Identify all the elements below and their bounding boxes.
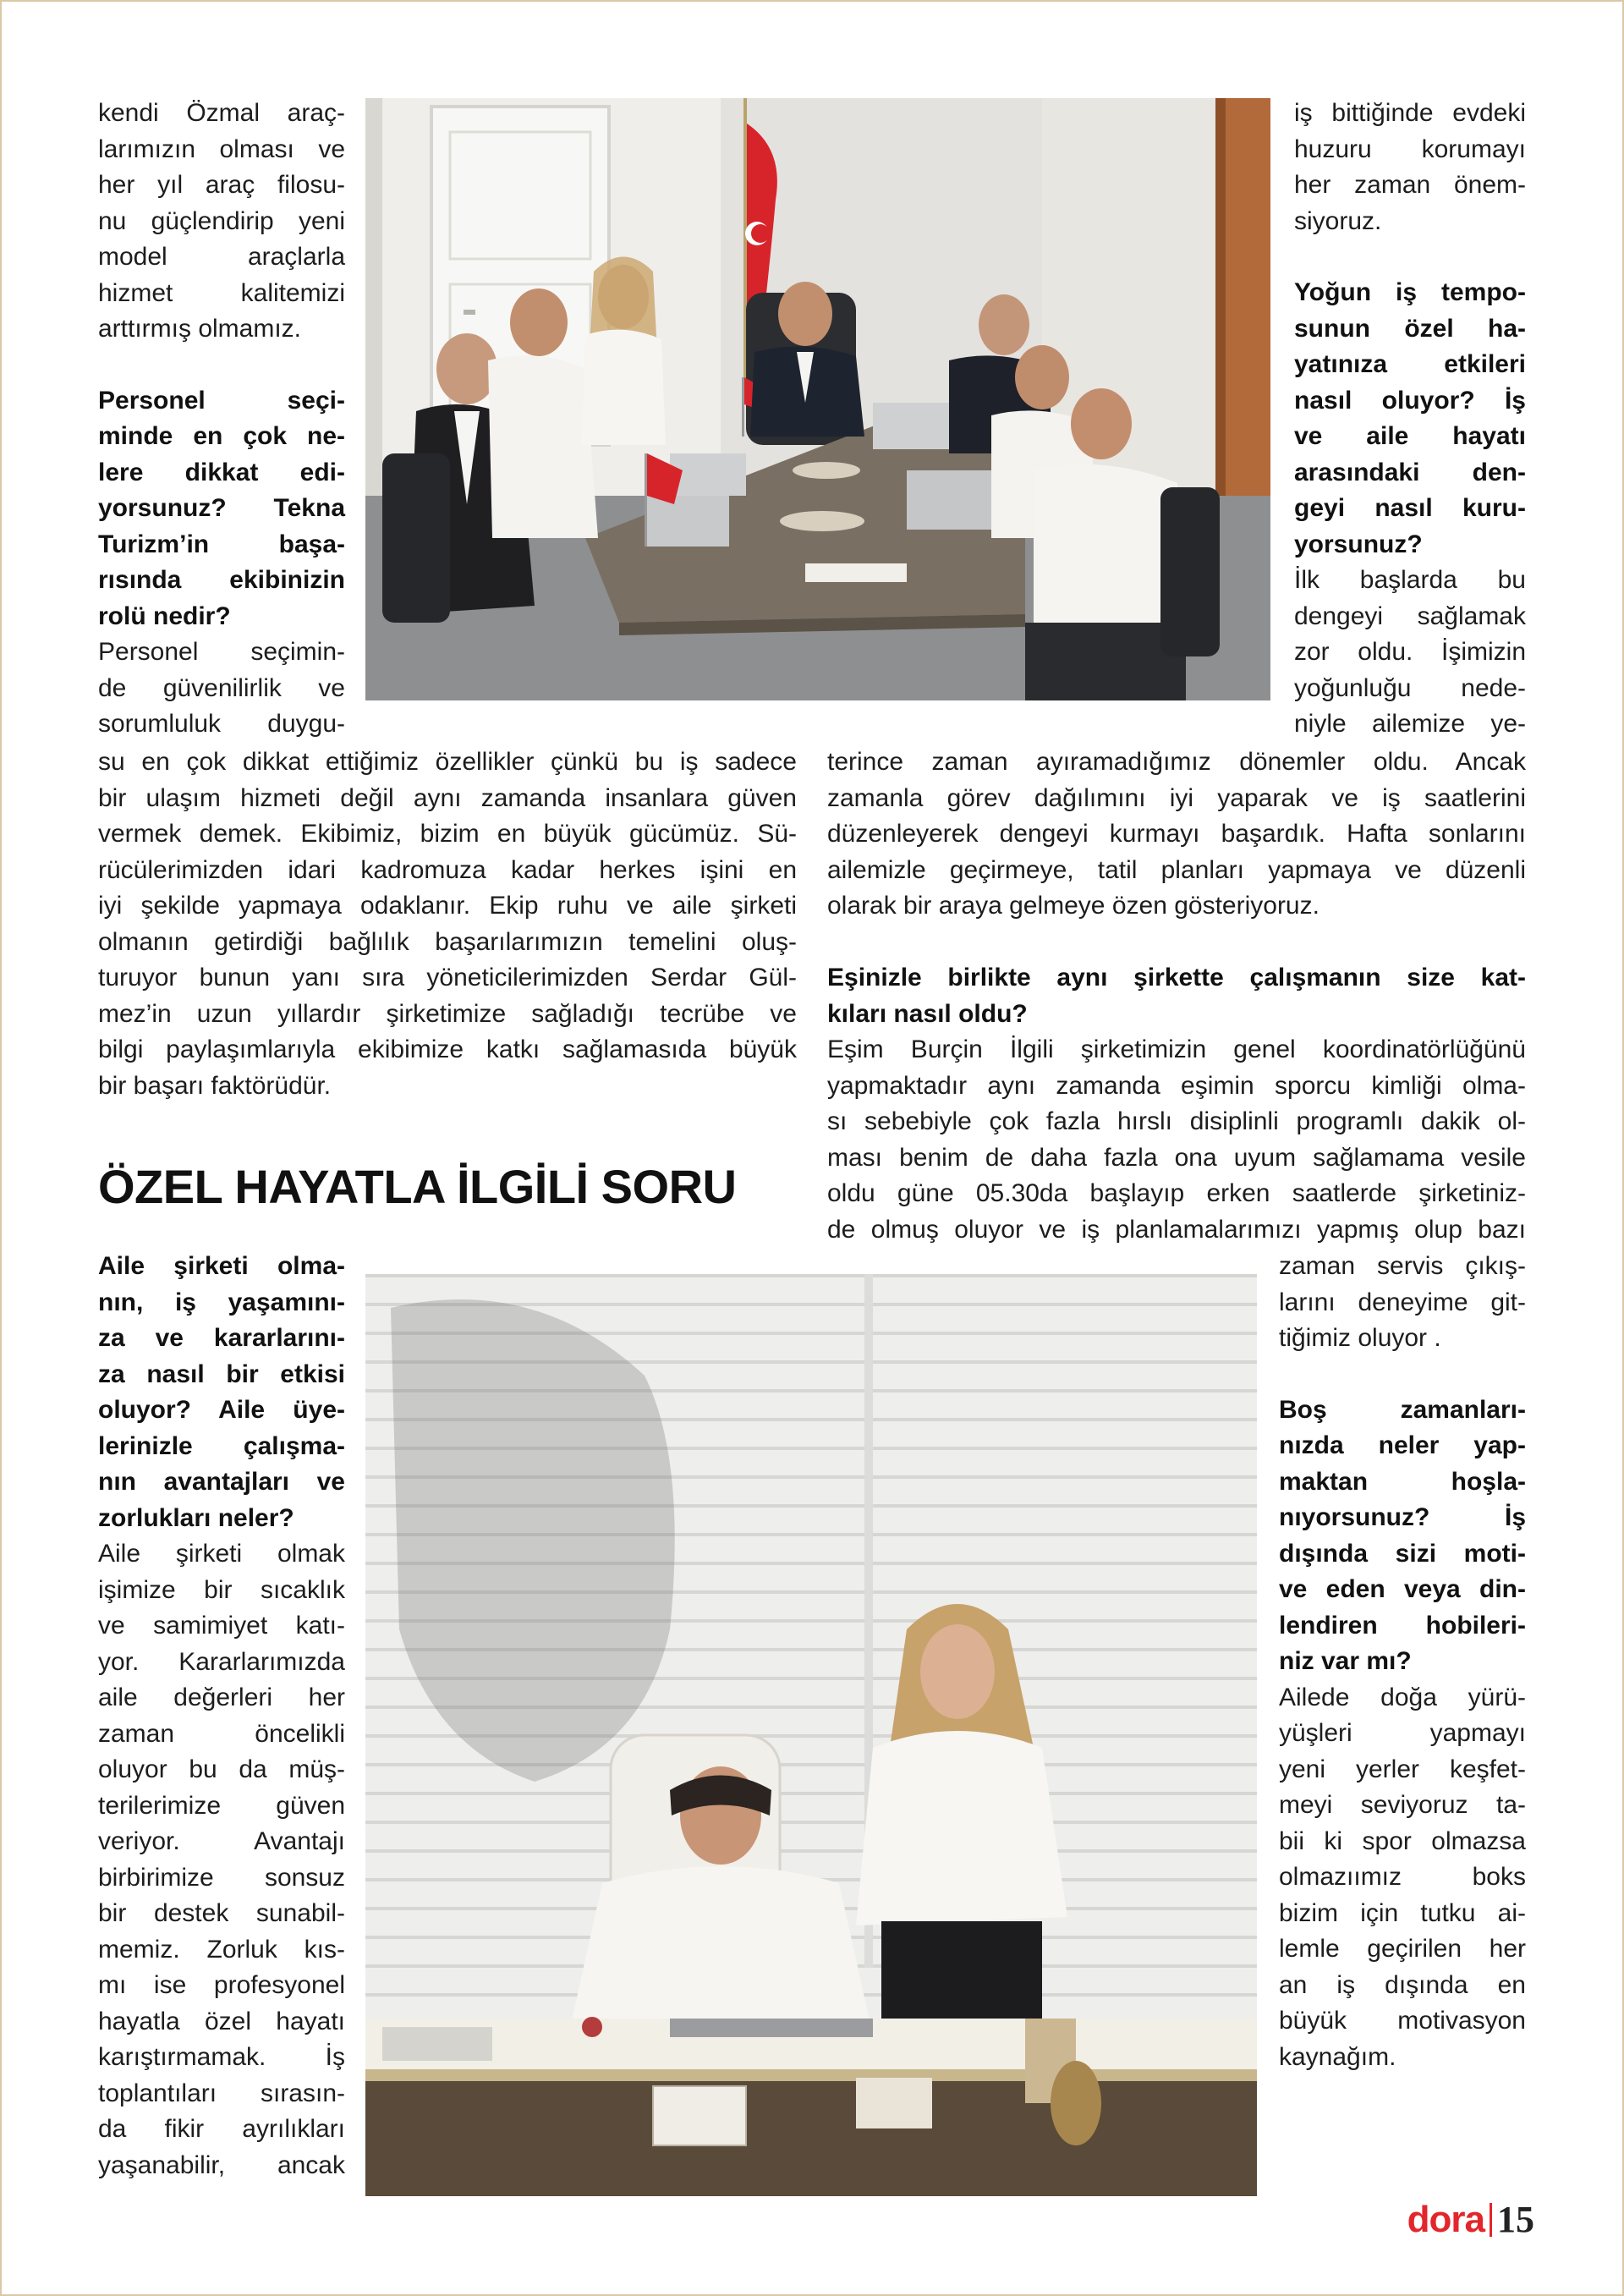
text-line: sı sebebiyle çok fazla hırslı disiplinli programlı dakik ol- (827, 1107, 1526, 1135)
text-line: Boş zamanları- (1279, 1395, 1526, 1424)
text-line: oluyor bu da müş- (98, 1755, 345, 1783)
text-line: rısında ekibinizin (98, 566, 345, 594)
text-line: lere dikkat edi- (98, 458, 345, 486)
text-line: iyi şekilde yapmaya odaklanır. Ekip ruhu ve aile şirketi (98, 892, 797, 920)
answer-work-life-balance-start (1294, 563, 1526, 743)
text-line: su en çok dikkat ettiğimiz özellikler çünkü bu iş sadece (98, 748, 797, 776)
text-line: minde en çok ne- (98, 422, 345, 450)
text-line: da fikir ayrılıkları (98, 2115, 345, 2143)
text-line: kaynağım. (1279, 2042, 1396, 2071)
text-line: sorumluluk duygu- (98, 710, 345, 738)
left-top-column (98, 96, 345, 743)
text-line: zaman servis çıkış- (1279, 1252, 1526, 1280)
text-line: an iş dışında en (1279, 1970, 1526, 1999)
text-line: zorlukları neler? (98, 1503, 294, 1532)
text-line: geyi nasıl kuru- (1294, 494, 1526, 522)
text-line: Personel seçi- (98, 386, 345, 415)
right-mid-section (827, 960, 1526, 1248)
text-line: arasındaki den- (1294, 458, 1526, 486)
text-line: niyle ailemize ye- (1294, 710, 1526, 738)
text-line: maktan hoşla- (1279, 1467, 1526, 1496)
text-line: arttırmış olmamız. (98, 315, 302, 343)
text-line: Personel seçimin- (98, 638, 345, 666)
text-line: bir destek sunabil- (98, 1899, 345, 1927)
text-line: aile değerleri her (98, 1684, 345, 1711)
text-line: terince zaman ayıramadığımız dönemler oldu. Ancak (827, 748, 1526, 776)
text-line: rücülerimizden idari kadromuza kadar herkes işini en (98, 855, 797, 884)
text-line: nın avantajları ve (98, 1468, 345, 1496)
text-line: lemle geçirilen her (1279, 1935, 1526, 1963)
text-line: yüşleri yapmayı (1279, 1719, 1526, 1747)
text-line: Turizm’in başa- (98, 530, 345, 558)
text-line: ve eden veya din- (1279, 1575, 1526, 1603)
text-line: nıyorsunuz? İş (1279, 1503, 1526, 1531)
text-line: Eşim Burçin İlgili şirketimizin genel koordinatörlüğünü (827, 1035, 1526, 1063)
right-wide-paragraph (827, 744, 1526, 925)
question-spouse-company (827, 960, 1526, 1032)
text-line: bir ulaşım hizmeti değil aynı zamanda insanlara güven (98, 783, 797, 812)
text-line: Aile şirketi olmak (98, 1540, 345, 1568)
text-line: sunun özel ha- (1294, 314, 1526, 343)
text-line: vermek demek. Ekibimiz, bizim en büyük gücümüz. Sü- (98, 820, 797, 848)
text-line: za nasıl bir etkisi (98, 1359, 345, 1388)
text-line: iş bittiğinde evdeki (1294, 99, 1526, 127)
text-line: veriyor. Avantajı (98, 1827, 345, 1855)
answer-hobbies (1279, 1680, 1526, 2076)
text-line: meyi seviyoruz ta- (1279, 1791, 1526, 1819)
text-line: kıları nasıl oldu? (827, 999, 1028, 1028)
text-line: hayatla özel hayatı (98, 2007, 345, 2035)
right-bottom-intro (1279, 1249, 1526, 1357)
text-line: nın, iş yaşamını- (98, 1288, 345, 1316)
text-line: de olmuş oluyor ve iş planlamalarımızı yapmış olup bazı (827, 1215, 1526, 1244)
text-line: yapmaktadır aynı zamanda eşimin sporcu kimliği olma- (827, 1071, 1526, 1100)
right-bottom-column (1279, 1249, 1526, 2075)
text-line: tiğimiz oluyor . (1279, 1324, 1441, 1352)
text-line: za ve kararlarını- (98, 1324, 345, 1352)
text-line: yeni yerler keşfet- (1279, 1755, 1526, 1783)
text-line: büyük motivasyon (1279, 2007, 1526, 2035)
question-personnel-selection (98, 383, 345, 635)
text-line: memiz. Zorluk kıs- (98, 1935, 345, 1964)
text-line: nu güçlendirip yeni (98, 206, 345, 235)
section-heading: ÖZEL HAYATLA İLGİLİ SORU (98, 1160, 737, 1213)
text-line: yaşanabilir, ancak (98, 2150, 345, 2179)
text-line: zaman öncelikli (98, 1719, 345, 1748)
text-line: Ailede doğa yürü- (1279, 1683, 1526, 1711)
text-line: İlk başlarda bu (1294, 566, 1526, 594)
text-line: düzenleyerek dengeyi kurmayı başardık. Hafta sonlarını (827, 820, 1526, 848)
text-line: olarak bir araya gelmeye özen gösteriyoruz. (827, 892, 1320, 920)
right-top-column (1294, 96, 1526, 743)
text-line: turuyor bunun yanı sıra yöneticilerimizden Serdar Gül- (98, 964, 797, 991)
text-line: hizmet kalitemizi (98, 278, 345, 307)
text-line: terilerimize güven (98, 1791, 345, 1820)
left-top-intro (98, 96, 345, 348)
text-line: model araçlarla (98, 243, 345, 271)
page-number: 15 (1497, 2199, 1534, 2240)
text-line: yorsunuz? Tekna (98, 494, 345, 522)
answer-family-business (98, 1536, 345, 2183)
text-line: Aile şirketi olma- (98, 1252, 345, 1280)
question-hobbies (1279, 1392, 1526, 1680)
answer-spouse-company (827, 1032, 1526, 1248)
text-line: olmanın getirdiği bağlılık başarılarımızın temelini oluş- (98, 927, 797, 956)
text-line: yor. Kararlarımızda (98, 1647, 345, 1676)
text-line: bir başarı faktörüdür. (98, 1071, 332, 1100)
footer-branding (1407, 2196, 1534, 2244)
text-line: ve aile hayatı (1294, 422, 1526, 450)
text-line: rolü nedir? (98, 601, 231, 630)
text-line: nasıl oluyor? İş (1294, 386, 1526, 415)
question-family-business (98, 1249, 345, 1536)
text-line: mez’in uzun yıllardır şirketimize sağladığı tecrübe ve (98, 999, 797, 1028)
text-line: bizim için tutku ai- (1279, 1898, 1526, 1927)
text-line: yorsunuz? (1294, 530, 1423, 558)
magazine-logo: dora (1407, 2199, 1484, 2240)
right-top-intro (1294, 96, 1526, 239)
logo-separator (1490, 2203, 1492, 2237)
text-line: larını deneyime git- (1279, 1288, 1526, 1316)
text-line: her yıl araç filosu- (98, 171, 345, 199)
text-line: Eşinizle birlikte aynı şirkette çalışmanın size kat- (827, 964, 1526, 991)
text-line: ve samimiyet katı- (98, 1612, 345, 1640)
text-line: birbirimize sonsuz (98, 1863, 345, 1892)
text-line: zamanla görev dağılımını iyi yaparak ve iş saatlerini (827, 783, 1526, 812)
text-line: yoğunluğu nede- (1294, 673, 1526, 702)
text-line: mı ise profesyonel (98, 1971, 345, 1999)
text-line: kendi Özmal araç- (98, 99, 345, 127)
text-line: oluyor? Aile üye- (98, 1396, 345, 1424)
text-line: de güvenilirlik ve (98, 673, 345, 702)
text-line: zor oldu. İşimizin (1294, 638, 1526, 666)
left-wide-paragraph (98, 744, 797, 1104)
text-line: bii ki spor olmazsa (1279, 1826, 1526, 1855)
text-line: lendiren hobileri- (1279, 1611, 1526, 1640)
left-bottom-column (98, 1249, 345, 2183)
text-line: lerinizle çalışma- (98, 1431, 345, 1460)
text-line: dengeyi sağlamak (1294, 601, 1526, 630)
text-line: ailemizle geçirmeye, tatil planları yapmaya ve düzenli (827, 855, 1526, 884)
text-line: nızda neler yap- (1279, 1431, 1526, 1459)
text-line: oldu güne 05.30da başlayıp erken saatlerde şirketiniz- (827, 1179, 1526, 1207)
answer-personnel-selection-start (98, 634, 345, 743)
text-line: siyoruz. (1294, 206, 1382, 235)
text-line: karıştırmamak. İş (98, 2043, 345, 2071)
question-work-life-balance (1294, 275, 1526, 563)
text-line: ması benim de daha fazla ona uyum sağlamama vesile (827, 1143, 1526, 1172)
text-line: Yoğun iş tempo- (1294, 278, 1526, 306)
office-portrait-photo (365, 1274, 1257, 2196)
text-line: her zaman önem- (1294, 171, 1526, 199)
team-meeting-photo (365, 98, 1270, 700)
text-line: niz var mı? (1279, 1647, 1412, 1675)
text-line: bilgi paylaşımlarıyla ekibimize katkı sağlamasıda büyük (98, 1035, 797, 1063)
text-line: olmazıımız boks (1279, 1863, 1526, 1891)
text-line: larımızın olması ve (98, 135, 345, 163)
text-line: toplantıları sırasın- (98, 2079, 345, 2107)
text-line: dışında sizi moti- (1279, 1539, 1526, 1568)
text-line: huzuru korumayı (1294, 135, 1526, 163)
text-line: yatınıza etkileri (1294, 350, 1526, 378)
text-line: işimize bir sıcaklık (98, 1575, 345, 1604)
